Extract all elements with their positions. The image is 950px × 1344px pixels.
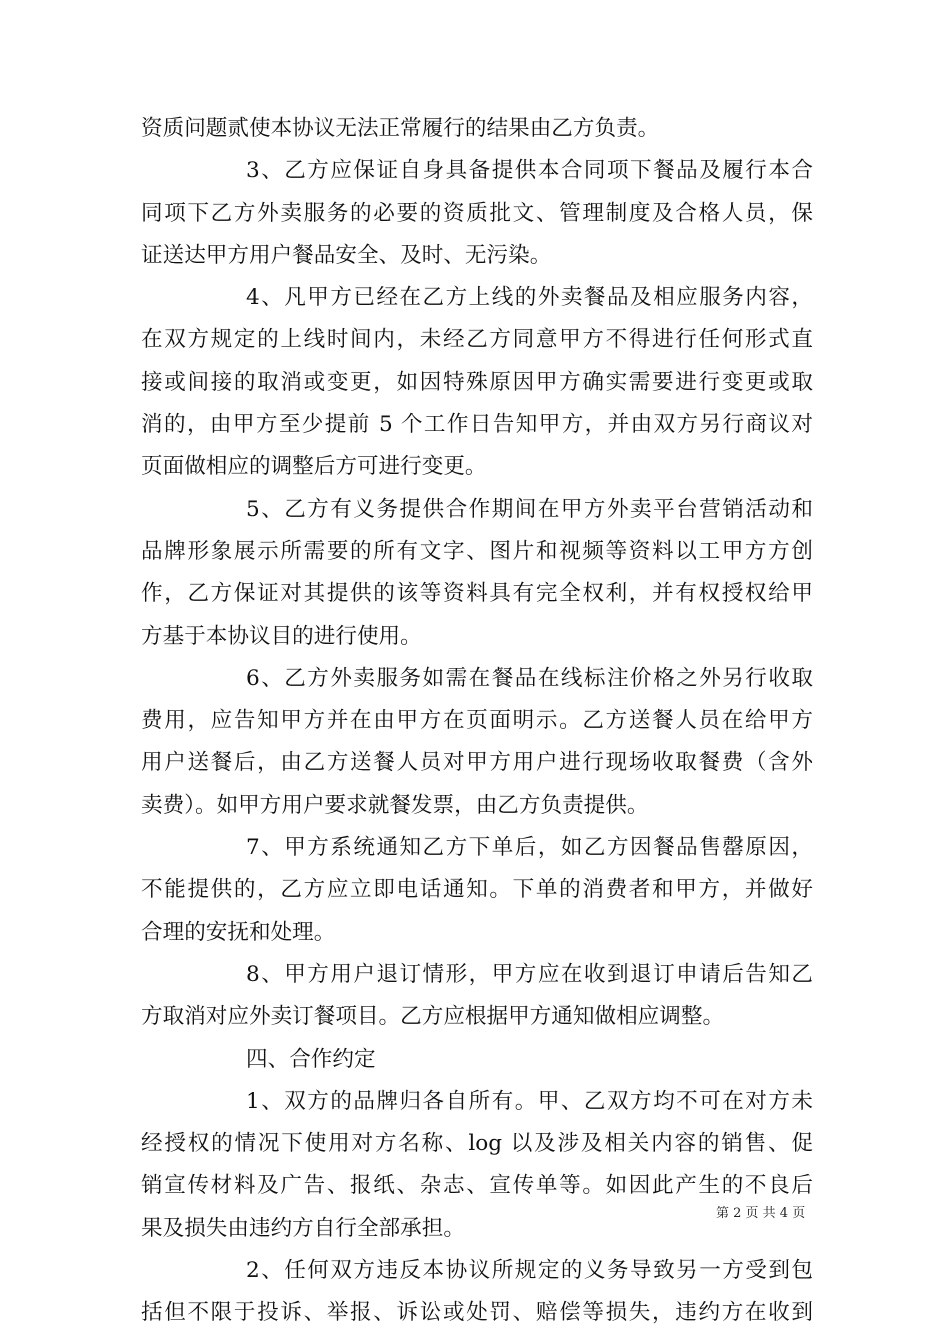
text-line: 1、双方的品牌归各自所有。甲、乙双方均不可在对方未 <box>246 1088 813 1114</box>
text-line: 2、任何双方违反本协议所规定的义务导致另一方受到包 <box>246 1258 813 1284</box>
text-line: 接或间接的取消或变更，如因特殊原因甲方确实需要进行变更或取 <box>141 369 813 395</box>
text-line: 方取消对应外卖订餐项目。乙方应根据甲方通知做相应调整。 <box>141 1004 725 1030</box>
text-line: 消的，由甲方至少提前 5 个工作日告知甲方，并由双方另行商议对 <box>141 412 813 438</box>
text-line: 页面做相应的调整后方可进行变更。 <box>141 454 487 480</box>
document-body <box>141 108 813 1335</box>
text-line: 果及损失由违约方自行全部承担。 <box>141 1215 465 1241</box>
text-line: 用户送餐后，由乙方送餐人员对甲方用户进行现场收取餐费（含外 <box>141 750 813 776</box>
text-line: 卖费）。如甲方用户要求就餐发票，由乙方负责提供。 <box>141 792 649 818</box>
text-line: 6、乙方外卖服务如需在餐品在线标注价格之外另行收取 <box>246 665 813 691</box>
text-line: 同项下乙方外卖服务的必要的资质批文、管理制度及合格人员，保 <box>141 200 813 226</box>
text-line: 费用，应告知甲方并在由甲方在页面明示。乙方送餐人员在给甲方 <box>141 708 813 734</box>
text-line: 品牌形象展示所需要的所有文字、图片和视频等资料以工甲方方创 <box>141 538 813 564</box>
text-line: 5、乙方有义务提供合作期间在甲方外卖平台营销活动和 <box>246 496 813 522</box>
text-line: 不能提供的，乙方应立即电话通知。下单的消费者和甲方，并做好 <box>141 877 813 903</box>
text-line: 在双方规定的上线时间内，未经乙方同意甲方不得进行任何形式直 <box>141 327 813 353</box>
text-line: 4、凡甲方已经在乙方上线的外卖餐品及相应服务内容， <box>246 285 813 311</box>
text-line: 销宣传材料及广告、报纸、杂志、宣传单等。如因此产生的不良后 <box>141 1173 813 1199</box>
text-line: 证送达甲方用户餐品安全、及时、无污染。 <box>141 242 552 268</box>
text-line: 作，乙方保证对其提供的该等资料具有完全权利，并有权授权给甲 <box>141 581 813 607</box>
text-line: 资质问题贰使本协议无法正常履行的结果由乙方负责。 <box>141 116 660 141</box>
text-line: 方基于本协议目的进行使用。 <box>141 623 422 649</box>
page-number-footer: 第 2 页 共 4 页 <box>716 1206 806 1221</box>
text-line: 合理的安抚和处理。 <box>141 919 336 945</box>
text-line: 7、甲方系统通知乙方下单后，如乙方因餐品售罄原因， <box>246 835 813 861</box>
text-line: 四、合作约定 <box>246 1046 376 1072</box>
text-line: 经授权的情况下使用对方名称、log 以及涉及相关内容的销售、促 <box>141 1131 813 1157</box>
text-line: 8、甲方用户退订情形，甲方应在收到退订申请后告知乙 <box>246 961 813 987</box>
text-line: 3、乙方应保证自身具备提供本合同项下餐品及履行本合 <box>246 158 813 184</box>
text-line: 括但不限于投诉、举报、诉讼或处罚、赔偿等损失，违约方在收到 <box>141 1300 813 1326</box>
